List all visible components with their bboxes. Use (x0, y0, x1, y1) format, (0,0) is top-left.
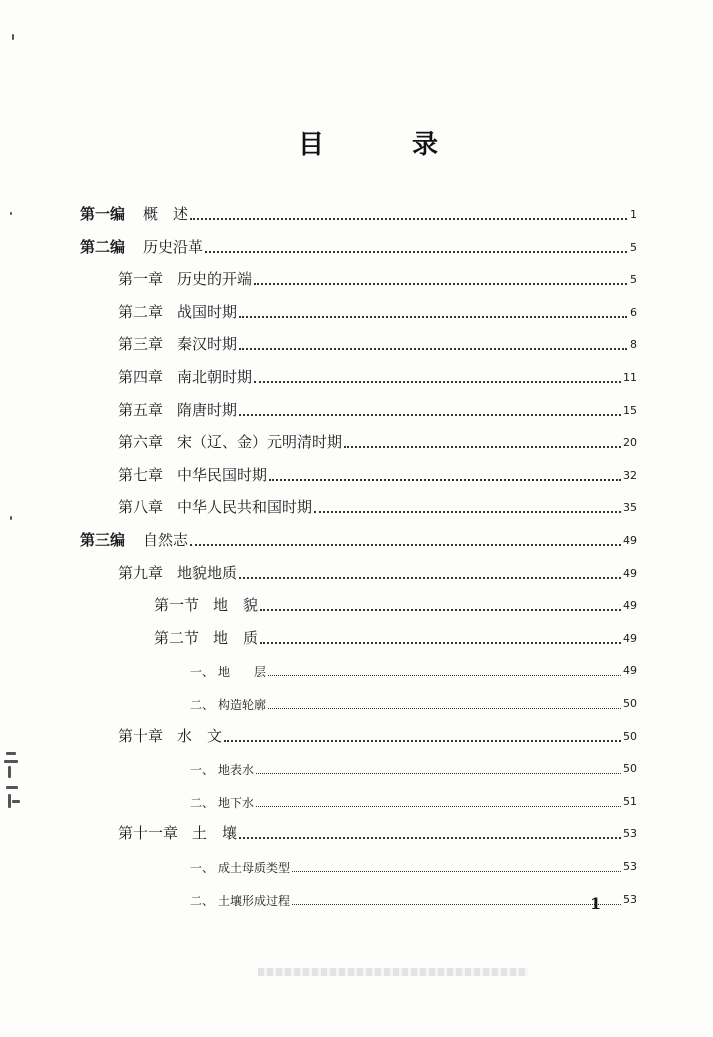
toc-entry-number: 第一节 (154, 596, 200, 614)
toc-entry-page: 49 (623, 599, 637, 612)
toc-entry-title: 地表水 (218, 763, 255, 777)
toc-entry-title: 地下水 (218, 796, 255, 810)
toc-entry (118, 334, 637, 354)
dot-leader (260, 609, 621, 611)
page-number: 1 (590, 894, 602, 913)
dot-leader (190, 544, 621, 546)
toc-entry-number: 第二节 (154, 629, 200, 647)
toc-entry (118, 726, 637, 746)
toc-entry-title: 中华民国时期 (177, 466, 268, 484)
toc-entry-title: 战国时期 (177, 303, 238, 321)
toc-entry-title: 土 壤 (192, 824, 238, 842)
dot-leader (344, 446, 621, 448)
scan-speck (12, 34, 14, 40)
toc-entry-page: 35 (623, 501, 637, 514)
toc-entry (118, 367, 637, 387)
toc-entry-number: 二、 (190, 894, 215, 908)
toc-entry (80, 237, 637, 257)
toc-entry-page: 20 (623, 436, 637, 449)
dot-leader (239, 837, 621, 839)
toc-entry-number: 第六章 (118, 433, 164, 451)
dot-leader (268, 675, 621, 676)
toc-entry (190, 856, 637, 876)
toc-entry-page: 53 (623, 893, 637, 906)
toc-entry (118, 823, 637, 843)
dot-leader (256, 773, 621, 774)
toc-entry-title: 中华人民共和国时期 (177, 498, 313, 516)
toc-entry-title: 地 质 (213, 629, 259, 647)
toc-entry (190, 693, 637, 713)
toc-entry (154, 628, 637, 648)
toc-entry-title: 隋唐时期 (177, 401, 238, 419)
toc-entry (118, 302, 637, 322)
toc-entry-title: 概 述 (143, 205, 189, 223)
scan-speck (10, 212, 12, 215)
dot-leader (260, 642, 621, 644)
toc-entry-page: 8 (630, 338, 637, 351)
toc-entry-page: 53 (623, 860, 637, 873)
toc-entry-page: 15 (623, 404, 637, 417)
dot-leader (239, 577, 621, 579)
toc-entry-number: 二、 (190, 698, 215, 712)
toc-entry-title: 南北朝时期 (177, 368, 253, 386)
toc-entry-page: 49 (623, 534, 637, 547)
toc-entry-page: 32 (623, 469, 637, 482)
toc-entry-title: 成土母质类型 (218, 861, 291, 875)
toc-entry (118, 432, 637, 452)
toc-entry (80, 204, 637, 224)
toc-entry-number: 第三编 (80, 531, 126, 549)
toc-entry (118, 497, 637, 517)
dot-leader (254, 283, 627, 285)
toc-entry-number: 第二章 (118, 303, 164, 321)
toc-entry-number: 第八章 (118, 498, 164, 516)
toc-entry-title: 构造轮廓 (218, 698, 267, 712)
toc-entry-page: 50 (623, 762, 637, 775)
toc-entry-title: 地 层 (218, 665, 267, 679)
toc-entry-number: 第四章 (118, 368, 164, 386)
toc-entry (190, 758, 637, 778)
dot-leader (190, 218, 627, 220)
toc-title-char: 录 (411, 130, 438, 160)
toc-entry-page: 50 (623, 730, 637, 743)
dot-leader (239, 316, 627, 318)
dot-leader (239, 348, 627, 350)
dot-leader (314, 511, 621, 513)
toc-entry-page: 49 (623, 632, 637, 645)
toc-entry-page: 53 (623, 827, 637, 840)
toc-entry-page: 50 (623, 697, 637, 710)
toc-entry-page: 11 (623, 371, 637, 384)
toc-entry-page: 49 (623, 664, 637, 677)
toc-entry-page: 5 (630, 273, 637, 286)
toc-entry (118, 563, 637, 583)
toc-entry (190, 889, 637, 909)
toc-entry-number: 第二编 (80, 238, 126, 256)
toc-entry (118, 465, 637, 485)
toc-entry-title: 土壤形成过程 (218, 894, 291, 908)
toc-entry (154, 595, 637, 615)
dot-leader (239, 414, 621, 416)
toc-entry (118, 269, 637, 289)
toc-entry-number: 第七章 (118, 466, 164, 484)
toc-entry-number: 第五章 (118, 401, 164, 419)
toc-entry-title: 水 文 (177, 727, 223, 745)
toc-title-char: 目 (298, 130, 325, 160)
toc-entry-title: 地 貌 (213, 596, 259, 614)
dot-leader (254, 381, 621, 383)
toc-entry-title: 地貌地质 (177, 564, 238, 582)
dot-leader (224, 740, 621, 742)
scan-smudge (258, 968, 528, 976)
toc-entry-number: 第一章 (118, 270, 164, 288)
toc-entry-number: 第十章 (118, 727, 164, 745)
dot-leader (292, 871, 621, 872)
dot-leader (205, 251, 627, 253)
scan-speck (10, 516, 12, 520)
toc-entry-title: 历史沿革 (143, 238, 204, 256)
toc-entry-number: 第十一章 (118, 824, 179, 842)
margin-scan-mark (2, 752, 24, 812)
toc-entry-number: 第九章 (118, 564, 164, 582)
toc-entry-number: 二、 (190, 796, 215, 810)
dot-leader (256, 806, 621, 807)
toc-entry-title: 宋（辽、金）元明清时期 (177, 433, 343, 451)
toc-entry-number: 一、 (190, 763, 215, 777)
toc-entry (190, 791, 637, 811)
toc-entry-number: 第一编 (80, 205, 126, 223)
toc-entry-page: 1 (630, 208, 637, 221)
dot-leader (268, 708, 621, 709)
toc-title (298, 124, 438, 161)
toc-entry-number: 一、 (190, 861, 215, 875)
dot-leader (292, 904, 621, 905)
toc-entry-title: 自然志 (143, 531, 189, 549)
toc-entry-number: 第三章 (118, 335, 164, 353)
toc-entry-page: 49 (623, 567, 637, 580)
toc-entry (118, 400, 637, 420)
toc-entry-title: 秦汉时期 (177, 335, 238, 353)
toc-entry-number: 一、 (190, 665, 215, 679)
dot-leader (269, 479, 621, 481)
toc-entry (80, 530, 637, 550)
toc-entry-page: 6 (630, 306, 637, 319)
toc-entry-page: 51 (623, 795, 637, 808)
toc-entry (190, 660, 637, 680)
toc-entry-title: 历史的开端 (177, 270, 253, 288)
toc-entry-page: 5 (630, 241, 637, 254)
